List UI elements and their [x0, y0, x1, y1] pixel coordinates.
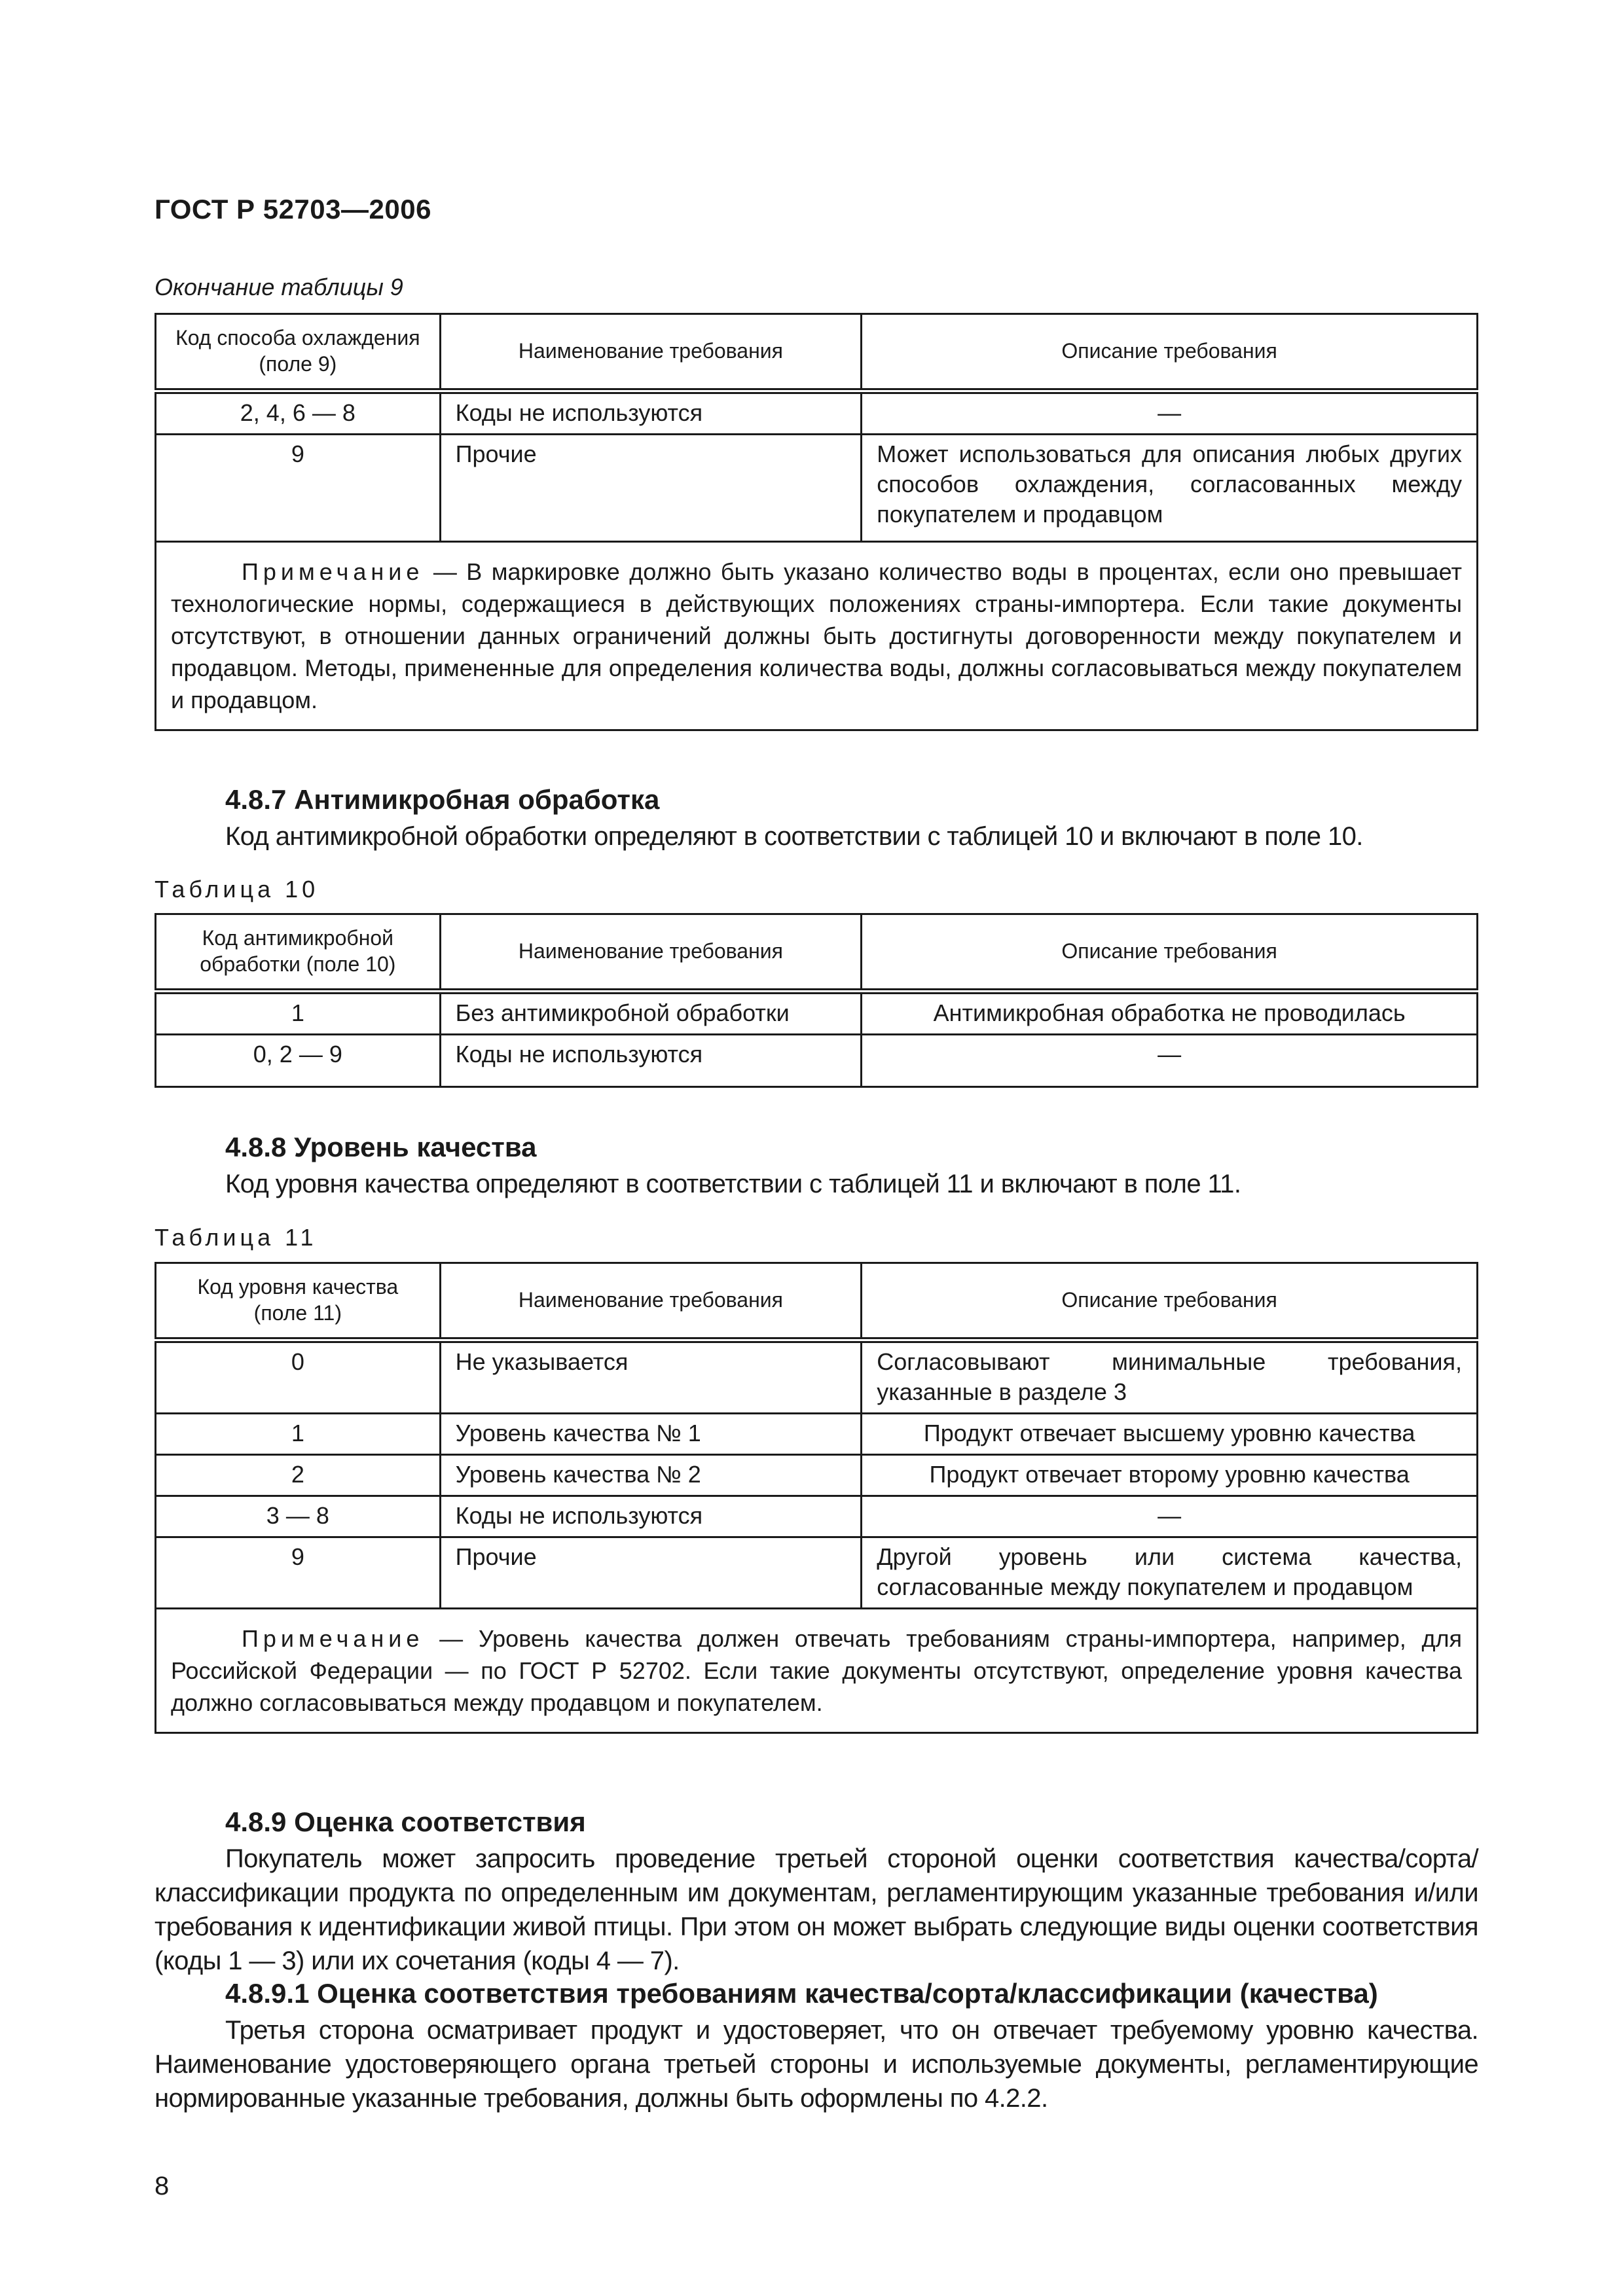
doc-title: ГОСТ Р 52703—2006: [155, 194, 431, 224]
table-row: [156, 1340, 1478, 1414]
cell-code: 9: [156, 435, 441, 542]
table-note: [156, 542, 1478, 730]
section-heading-4-8-8: 4.8.8 Уровень качества: [225, 1132, 537, 1162]
table-row: [156, 1537, 1478, 1609]
table-row: [156, 1414, 1478, 1455]
table-row: [156, 1496, 1478, 1537]
note-label: Примечание: [242, 1625, 424, 1652]
cell-desc: Продукт отвечает высшему уровню качества: [862, 1414, 1478, 1455]
header-code: Код уровня качества (поле 11): [156, 1263, 441, 1340]
table-row: [156, 1035, 1478, 1087]
cell-name: Не указывается: [440, 1340, 862, 1414]
cell-code: 2, 4, 6 — 8: [156, 391, 441, 435]
section-text-4-8-9-1: Третья сторона осматривает продукт и удостоверяет, что он отвечает требуемому уровню качества. Наименование удостоверяющего органа третьей стороны и используемые документы, регламентирующие нормированные указанные требования, должны быть оформлены по 4.2.2.: [155, 2016, 1478, 2113]
table-header: [156, 914, 1478, 992]
cell-desc: Согласовывают минимальные требования, указанные в разделе 3: [862, 1340, 1478, 1414]
table-10: [155, 913, 1478, 1088]
cell-code: 0: [156, 1340, 441, 1414]
cell-name: Без антимикробной обработки: [440, 992, 862, 1035]
header-code: Код антимикробной обработки (поле 10): [156, 914, 441, 992]
table-note-row: [156, 542, 1478, 730]
cell-name: Прочие: [440, 1537, 862, 1609]
table-note: [156, 1609, 1478, 1733]
cell-name: Коды не используются: [440, 391, 862, 435]
section-text-4-8-9: Покупатель может запросить проведение третьей стороной оценки соответствия качества/сорта/классификации продукта по определенным им документам, регламентирующим указанные требования и/или требования к идентификации живой птицы. При этом он может выбрать следующие виды оценки соответствия (коды 1 — 3) или их сочетания (коды 4 — 7).: [155, 1844, 1478, 1975]
cell-code: 1: [156, 992, 441, 1035]
table11-caption: Таблица 11: [155, 1224, 318, 1251]
header-desc: Описание требования: [862, 914, 1478, 992]
table-row: [156, 1455, 1478, 1496]
cell-code: 1: [156, 1414, 441, 1455]
table-note-row: [156, 1609, 1478, 1733]
cell-desc: Другой уровень или система качества, согласованные между покупателем и продавцом: [862, 1537, 1478, 1609]
table-9: [155, 313, 1478, 731]
header-desc: Описание требования: [862, 1263, 1478, 1340]
section-heading-4-8-9-1: 4.8.9.1 Оценка соответствия требованиям качества/сорта/классификации (качества): [225, 1978, 1378, 2009]
header-name: Наименование требования: [440, 914, 862, 992]
cell-name: Уровень качества № 1: [440, 1414, 862, 1455]
header-name: Наименование требования: [440, 314, 862, 391]
header-desc: Описание требования: [862, 314, 1478, 391]
table-row: [156, 435, 1478, 542]
cell-name: Коды не используются: [440, 1496, 862, 1537]
cell-name: Прочие: [440, 435, 862, 542]
cell-desc: Может использоваться для описания любых других способов охлаждения, согласованных между покупателем и продавцом: [862, 435, 1478, 542]
cell-code: 0, 2 — 9: [156, 1035, 441, 1087]
cell-code: 3 — 8: [156, 1496, 441, 1537]
cell-name: Коды не используются: [440, 1035, 862, 1087]
cell-code: 2: [156, 1455, 441, 1496]
cell-name: Уровень качества № 2: [440, 1455, 862, 1496]
cell-desc: —: [862, 1035, 1478, 1087]
table-header: [156, 1263, 1478, 1340]
table-11: [155, 1262, 1478, 1734]
cell-code: 9: [156, 1537, 441, 1609]
header-code: Код способа охлаждения (поле 9): [156, 314, 441, 391]
cell-desc: Продукт отвечает второму уровню качества: [862, 1455, 1478, 1496]
table-row: [156, 391, 1478, 435]
table10-caption: Таблица 10: [155, 876, 319, 903]
table-header: [156, 314, 1478, 391]
note-text: — Уровень качества должен отвечать требованиям страны-импортера, например, для Российской Федерации — по ГОСТ Р 52702. Если такие документы отсутствуют, определение уровня качества должно согласовываться между продавцом и покупателем.: [171, 1625, 1462, 1716]
section-text-4-8-8: Код уровня качества определяют в соответствии с таблицей 11 и включают в поле 11.: [225, 1170, 1241, 1198]
note-text: — В маркировке должно быть указано количество воды в процентах, если оно превышает технологические нормы, содержащиеся в действующих положениях страны-импортера. Если такие документы отсутствуют, в отношении данных ограничений должны быть достигнуты договоренности между покупателем и продавцом. Методы, примененные для определения количества воды, должны согласовываться между покупателем и продавцом.: [171, 558, 1462, 713]
section-heading-4-8-7: 4.8.7 Антимикробная обработка: [225, 784, 660, 815]
table-row: [156, 992, 1478, 1035]
page-number: 8: [155, 2172, 170, 2200]
cell-desc: —: [862, 391, 1478, 435]
section-heading-4-8-9: 4.8.9 Оценка соответствия: [225, 1806, 586, 1837]
cell-desc: Антимикробная обработка не проводилась: [862, 992, 1478, 1035]
table9-continuation-label: Окончание таблицы 9: [155, 274, 403, 300]
section-text-4-8-7: Код антимикробной обработки определяют в соответствии с таблицей 10 и включают в поле 10.: [225, 822, 1363, 851]
note-label: Примечание: [242, 558, 424, 585]
cell-desc: —: [862, 1496, 1478, 1537]
header-name: Наименование требования: [440, 1263, 862, 1340]
